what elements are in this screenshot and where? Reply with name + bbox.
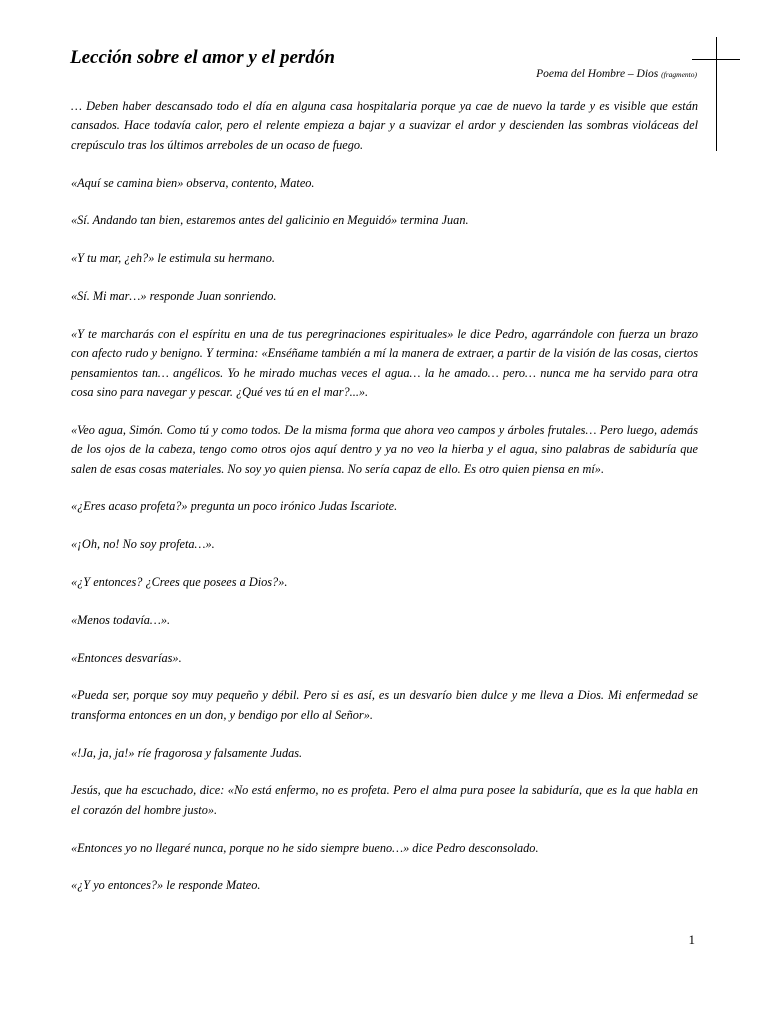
- paragraph: «Sí. Mi mar…» responde Juan sonriendo.: [71, 289, 277, 303]
- paragraph: «Entonces desvarías».: [71, 650, 182, 665]
- paragraph: «¡Oh, no! No soy profeta…».: [71, 537, 215, 552]
- body-text: [71, 97, 698, 914]
- paragraph: «Y te marcharás con el espíritu en una de tus peregrinaciones espirituales» le dice Pedro, agarrándole con fuerza un brazo con afecto rudo y benigno. Y termina: «Enséñame también a mí la manera de extraer, a partir de la visión de las cosas, ciertos pensamientos tan… angélicos. Yo he mirado muchas veces el agua… la he amado… pero… nunca me ha servido para otra cosa sino para navegar y pescar. ¿Qué ves tú en el mar?...».: [71, 326, 698, 400]
- page-number: 1: [688, 932, 695, 947]
- page-title: Lección sobre el amor y el perdón: [70, 47, 335, 68]
- subtitle: [536, 66, 697, 83]
- paragraph: «¿Y entonces? ¿Crees que posees a Dios?».: [71, 575, 288, 590]
- paragraph: «Entonces yo no llegaré nunca, porque no he sido siempre bueno…» dice Pedro desconsolado.: [71, 840, 539, 855]
- paragraph: «!Ja, ja, ja!» ríe fragorosa y falsamente Judas.: [71, 745, 303, 760]
- paragraph: … Deben haber descansado todo el día en alguna casa hospitalaria porque ya cae de nuevo la tarde y es visible que están cansados. Hace todavía calor, pero el relente empieza a bajar y a suavizar el ardor y descienden las sombras violáceas del crepúsculo tras los últimos arreboles de un ocaso de fuego.: [71, 99, 698, 152]
- paragraph: «Aquí se camina bien» observa, contento, Mateo.: [71, 175, 315, 190]
- paragraph: «Menos todavía…».: [71, 612, 171, 627]
- paragraph: «Veo agua, Simón. Como tú y como todos. De la misma forma que ahora veo campos y árboles frutales… Pero luego, además de los ojos de la cabeza, tengo como otros ojos aquí dentro y ya no veo la hierba y el agua, sino palabras de sabiduría que salen de esas cosas materiales. No soy yo quien piensa. No sería capaz de ello. Es otro quien piensa en mí».: [71, 422, 698, 476]
- paragraph: «Y tu mar, ¿eh?» le estimula su hermano.: [71, 251, 275, 266]
- subtitle-main: Poema del Hombre – Dios: [536, 68, 659, 80]
- paragraph: Jesús, que ha escuchado, dice: «No está enfermo, no es profeta. Pero el alma pura posee la sabiduría, que es la que habla en el corazón del hombre justo».: [71, 783, 698, 817]
- cross-vertical-line: [716, 37, 717, 151]
- cross-horizontal-line: [692, 59, 740, 60]
- paragraph: «Sí. Andando tan bien, estaremos antes del galicinio en Meguidó» termina Juan.: [71, 213, 469, 228]
- paragraph: «¿Y yo entonces?» le responde Mateo.: [71, 878, 261, 893]
- paragraph: «¿Eres acaso profeta?» pregunta un poco irónico Judas Iscariote.: [71, 499, 398, 514]
- subtitle-note: (fragmento): [661, 70, 697, 79]
- paragraph: «Pueda ser, porque soy muy pequeño y débil. Pero si es así, es un desvarío bien dulce y me lleva a Dios. Mi enfermedad se transforma entonces en un don, y bendigo por ello al Señor».: [71, 688, 698, 722]
